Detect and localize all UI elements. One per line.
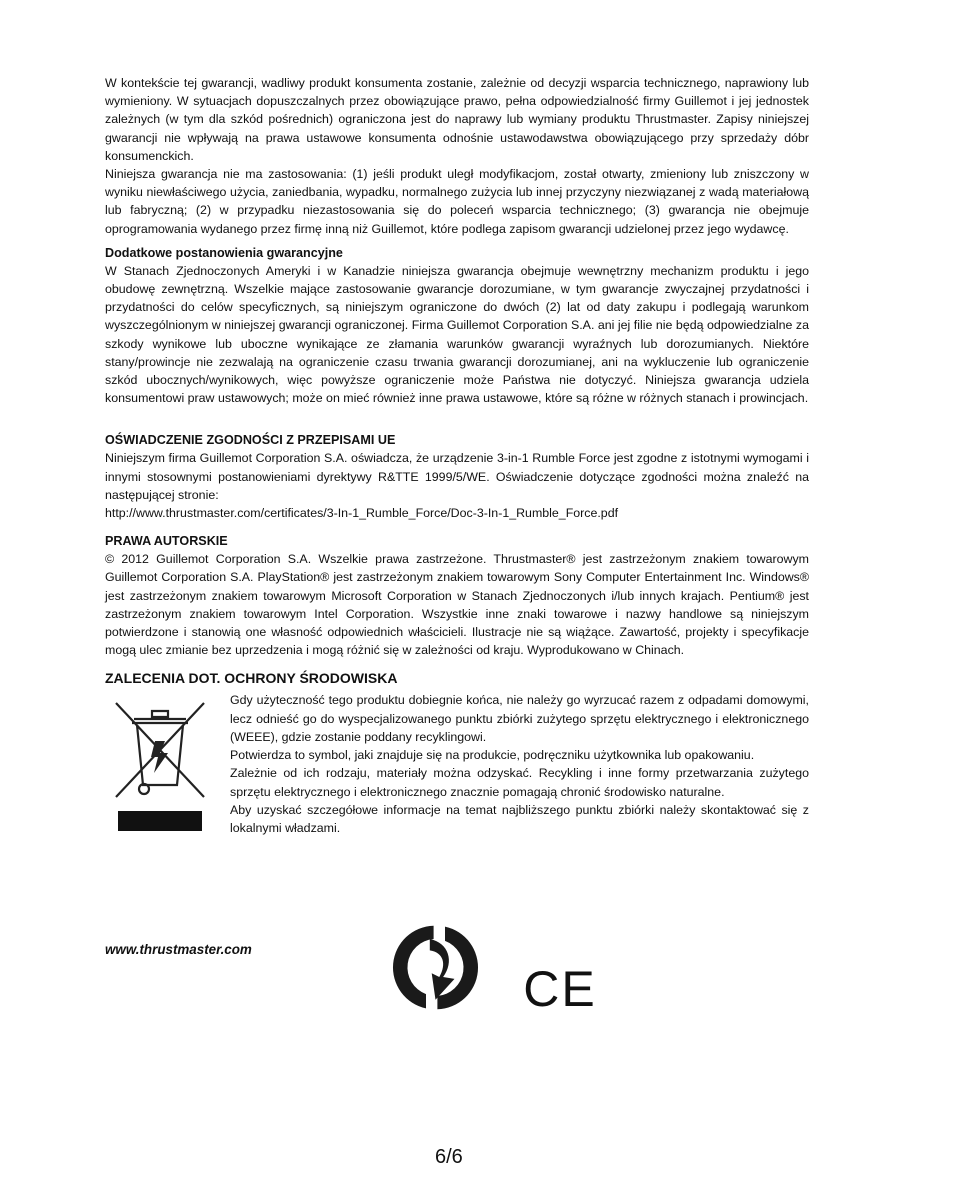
copyright-heading: PRAWA AUTORSKIE: [105, 534, 228, 549]
environment-paragraph-4: Aby uzyskać szczegółowe informacje na temat najbliższego punktu zbiórki należy skontaktować się z lokalnymi władzami.: [230, 802, 809, 835]
environment-paragraph-1: Gdy użyteczność tego produktu dobiegnie końca, nie należy go wyrzucać razem z odpadami domowymi, lecz odnieść go do wyspecjalizowanego punktu zbiórki zużytego sprzętu elektrycznego i elektronicznego (WEEE), gdzie zostanie poddany recyklingowi.: [230, 693, 809, 744]
additional-warranty-text: W Stanach Zjednoczonych Ameryki i w Kanadzie niniejsza gwarancja obejmuje wewnętrzny mechanizm produktu i jego obudowę zewnętrzną. Wszelkie mające zastosowanie gwarancje dorozumiane, w tym gwarancje zwyczajnej przydatności i przydatności do celów specyficznych, są niniejszym ograniczone do dwóch (2) lat od daty zakupu i podlegają warunkom wyszczególnionym w niniejszej gwarancji ograniczonej. Firma Guillemot Corporation S.A. ani jej filie nie będą odpowiedzialne za szkody wynikowe lub uboczne wynikające ze złamania warunków gwarancji wyraźnych lub dorozumianych. Niektóre stany/prowincje nie zezwalają na ograniczenie czasu trwania gwarancji dorozumianej, ani na wykluczenie lub ograniczenie szkód ubocznych/wynikowych, więc powyższe ograniczenie może Państwa nie dotyczyć. Niniejsza gwarancja udziela konsumentowi praw ustawowych; może on mieć również inne prawa ustawowe, które są różne w różnych stanach i prowincjach.: [105, 263, 809, 406]
weee-crossed-bin-icon: [110, 697, 210, 837]
warranty-paragraph-1: W kontekście tej gwarancji, wadliwy produkt konsumenta zostanie, zależnie od decyzji wsparcia technicznego, naprawiony lub wymieniony. W sytuacjach dopuszczalnych przez obowiązujące prawo, pełna odpowiedzialność firmy Guillemot i jej jednostek zależnych (w tym dla szkód pośrednich) ograniczona jest do naprawy lub wymiany produktu Thrustmaster. Zapisy niniejszej gwarancji nie wpływają na prawa ustawowe konsumenta odnośnie ustawodawstwa obowiązującego przy sprzedaży dóbr konsumenckich.: [105, 76, 809, 163]
environment-heading: ZALECENIA DOT. OCHRONY ŚRODOWISKA: [105, 670, 398, 687]
compliance-url[interactable]: http://www.thrustmaster.com/certificates/3-In-1_Rumble_Force/Doc-3-In-1_Rumble_Force.pdf: [105, 506, 619, 521]
additional-warranty-heading: Dodatkowe postanowienia gwarancyjne: [105, 245, 343, 260]
environment-paragraph-3: Zależnie od ich rodzaju, materiały można odzyskać. Recykling i inne formy przetwarzania zużytego sprzętu elektrycznego i elektronicznego znacznie pomagają chronić środowisko naturalne.: [230, 766, 809, 799]
ce-mark-text: CE: [523, 961, 597, 1017]
environment-paragraph-2: Potwierdza to symbol, jaki znajduje się na produkcie, podręczniku użytkownika lub opakowaniu.: [230, 748, 755, 763]
environment-text: [230, 691, 809, 837]
document-body: [105, 74, 809, 851]
eu-compliance-heading: OŚWIADCZENIE ZGODNOŚCI Z PRZEPISAMI UE: [105, 433, 396, 448]
page-number: 6/6: [435, 1146, 463, 1168]
warranty-paragraph-2: Niniejsza gwarancja nie ma zastosowania: (1) jeśli produkt uległ modyfikacjom, został otwarty, zmieniony lub zniszczony w wyniku niewłaściwego użycia, zaniedbania, wypadku, normalnego zużycia lub innej przyczyny niezwiązanej z wadą materiałową lub fabryczną; (2) w przypadku niezastosowania się do poleceń wsparcia technicznego; (3) gwarancja nie obejmuje oprogramowania wydanego przez firmę inną niż Guillemot, które podlega zapisom gwarancji udzielonej przez jego wydawcę.: [105, 167, 809, 236]
ce-mark-icon: [523, 961, 597, 1017]
eu-compliance-text: Niniejszym firma Guillemot Corporation S.A. oświadcza, że urządzenie 3-in-1 Rumble Force jest zgodne z istotnymi wymogami i innymi stosownymi postanowieniami dyrektywy R&TTE 1999/5/WE. Oświadczenie dotyczące zgodności można znaleźć na następującej stronie:: [105, 451, 809, 502]
environment-section: [105, 691, 809, 851]
green-dot-recycling-icon: [388, 920, 483, 1015]
copyright-text: © 2012 Guillemot Corporation S.A. Wszelkie prawa zastrzeżone. Thrustmaster® jest zastrzeżonym znakiem towarowym Guillemot Corporation S.A. PlayStation® jest zastrzeżonym znakiem towarowym Sony Computer Entertainment Inc. Windows® jest zastrzeżonym znakiem towarowym Microsoft Corporation w Stanach Zjednoczonych i/lub innych krajach. Pentium® jest zastrzeżonym znakiem towarowym Intel Corporation. Wszystkie inne znaki towarowe i nazwy handlowe są niniejszym potwierdzone i stanowią one własność odpowiednich właścicieli. Ilustracje nie są wiążące. Zawartość, projekty i specyfikacje mogą ulec zmianie bez uprzedzenia i mogą różnić się w zależności od kraju. Wyprodukowano w Chinach.: [105, 552, 809, 658]
website-link[interactable]: www.thrustmaster.com: [105, 942, 252, 957]
